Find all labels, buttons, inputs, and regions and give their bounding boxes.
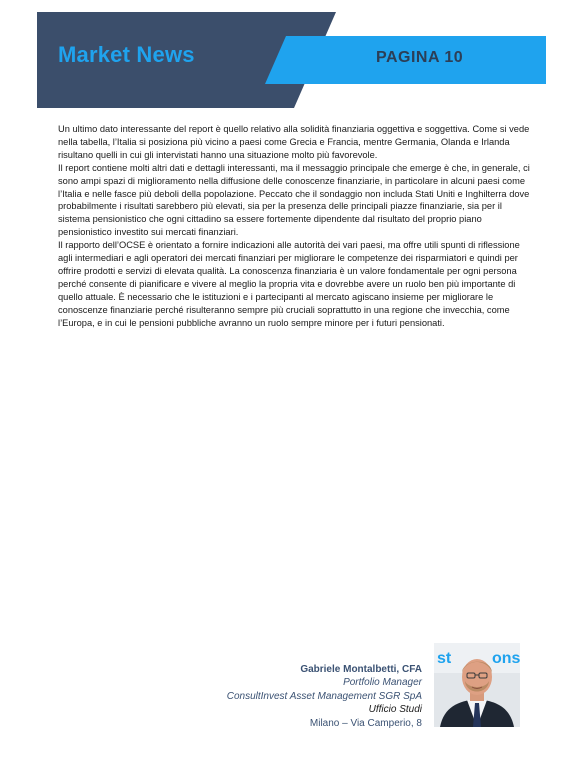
backdrop-text-left: st bbox=[437, 650, 452, 667]
page-header bbox=[0, 0, 580, 110]
page-number: PAGINA 10 bbox=[376, 49, 464, 66]
header-title: Market News bbox=[58, 42, 195, 67]
author-company: ConsultInvest Asset Management SGR SpA bbox=[226, 690, 422, 702]
author-address: Milano – Via Camperio, 8 bbox=[309, 717, 422, 729]
article-body bbox=[58, 123, 530, 330]
author-role: Portfolio Manager bbox=[343, 677, 422, 689]
author-signature bbox=[160, 663, 422, 730]
author-department: Ufficio Studi bbox=[368, 704, 422, 716]
author-name: Gabriele Montalbetti, CFA bbox=[300, 664, 422, 675]
paragraph: Il report contiene molti altri dati e dettagli interessanti, ma il messaggio principale che emerge è che, in generale, ci sono ampi spazi di miglioramento nella diffusione delle conoscenze finanziarie, in particolare in alcuni paesi come l’Italia e nelle fasce più deboli della popolazione. Peccato che il sondaggio non includa Stati Uniti e Inghilterra dove probabilmente i risultati sarebbero più elevati, sia per la presenza delle principali piazze finanziarie, sia per il sistema pensionistico che ogni cittadino sa essere fortemente dipendente dal risultato del proprio piano pensionistico investito sui mercati finanziari. bbox=[58, 162, 530, 238]
backdrop-text-right: ons bbox=[492, 650, 520, 667]
author-photo bbox=[434, 643, 520, 727]
photo-backdrop-text bbox=[434, 643, 520, 727]
paragraph: Un ultimo dato interessante del report è quello relativo alla solidità finanziaria oggettiva e soggettiva. Come si vede nella tabella, l’Italia si posiziona più vicino a paesi come Grecia e Francia, mentre Germania, Olanda e Irlanda risultano quelli in cui gli intervistati hanno una situazione molto più favorevole. bbox=[58, 124, 530, 160]
paragraph: Il rapporto dell’OCSE è orientato a fornire indicazioni alle autorità dei vari paesi, ma offre utili spunti di riflessione agli intermediari e agli operatori dei mercati finanziari per migliorare le competenze dei risparmiatori e quindi per offrire prodotti e servizi di elevata qualità. La conoscenza finanziaria è un valore fondamentale per ogni persona perché consente di pianificare e vivere al meglio la propria vita e dovrebbe avere un ruolo ben più importante di quello attuale. È necessario che le istituzioni e i partecipanti al mercato agiscano insieme per migliorare le conoscenze finanziarie perché risulteranno sempre più cruciali soprattutto in una regione che invecchia, come l’Europa, e in cui le pensioni pubbliche avranno un ruolo sempre minore per i futuri pensionati. bbox=[58, 240, 520, 328]
